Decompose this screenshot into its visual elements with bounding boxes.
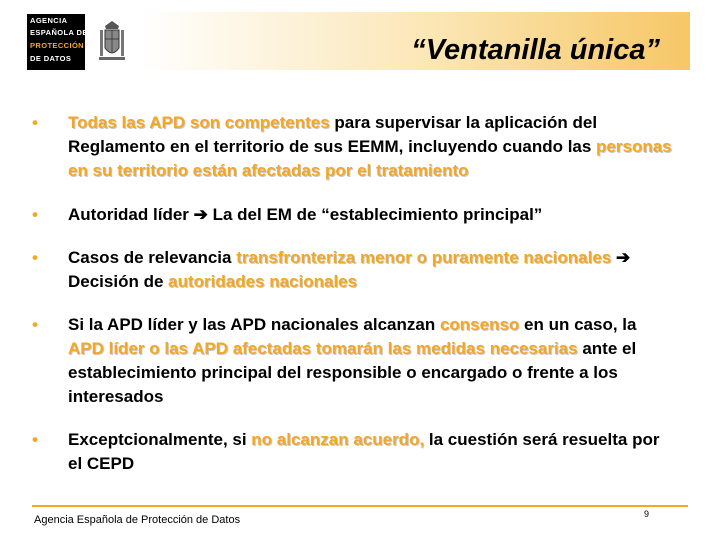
bullet-text-highlight: transfronteriza menor o puramente nacionales [236, 248, 612, 267]
title-band [140, 12, 690, 70]
bullet-item [32, 111, 672, 183]
bullet-dot-icon: • [32, 315, 38, 334]
bullet-dot-icon: • [32, 113, 38, 132]
arrow-right-icon: ➔ [616, 248, 631, 267]
bullet-text-highlight: APD líder o las APD afectadas tomarán las medidas necesarias [68, 339, 578, 358]
bullet-text: La del EM de “establecimiento principal” [207, 205, 543, 224]
bullet-text: ante el establecimiento principal del responsible o encargado o frente a los interesados [68, 339, 637, 406]
bullet-text: para supervisar la aplicación del Reglamento en el territorio de sus EEMM, incluyendo cuando las [68, 113, 598, 156]
bullet-text-highlight: no alcanzan acuerdo, [251, 430, 425, 449]
page-number: 9 [644, 509, 650, 519]
footer-org: Agencia Española de Protección de Datos [34, 514, 241, 526]
bullet-text-highlight: personas en su territorio están afectadas por el tratamiento [68, 137, 672, 180]
spanish-crest-icon [96, 20, 128, 66]
logo-line-1: AGENCIA [30, 16, 68, 25]
bullet-item [32, 428, 672, 476]
bullet-dot-icon: • [32, 205, 38, 224]
agency-logo [27, 14, 88, 70]
logo-line-3: PROTECCIÓN [30, 41, 85, 50]
bullet-text-highlight: autoridades nacionales [168, 272, 358, 291]
bullet-text: Exceptcionalmente, si [68, 430, 252, 449]
bullet-text-highlight: consenso [439, 315, 520, 334]
bullet-list [32, 111, 672, 476]
bullet-text: Autoridad líder [68, 205, 194, 224]
bullet-item [32, 246, 672, 294]
logo-line-4: DE DATOS [30, 54, 72, 63]
bullet-text: Si la APD líder y las APD nacionales alcanzan [68, 315, 440, 334]
bullet-text-highlight: Todas las APD son competentes [68, 113, 330, 132]
logo-line-2: ESPAÑOLA DE [30, 28, 88, 37]
bullet-item [32, 313, 672, 409]
bullet-text: Decisión de [68, 272, 169, 291]
bullet-dot-icon: • [32, 248, 38, 267]
bullet-text: la cuestión será resuelta por el CEPD [68, 430, 660, 473]
bullet-text: en un caso, la [519, 315, 637, 334]
page-title: “Ventanilla única” [411, 34, 660, 66]
footer-divider [32, 505, 688, 507]
bullet-dot-icon: • [32, 430, 38, 449]
arrow-right-icon: ➔ [193, 205, 208, 224]
bullet-item [32, 203, 672, 227]
bullet-text: Casos de relevancia [68, 248, 237, 267]
